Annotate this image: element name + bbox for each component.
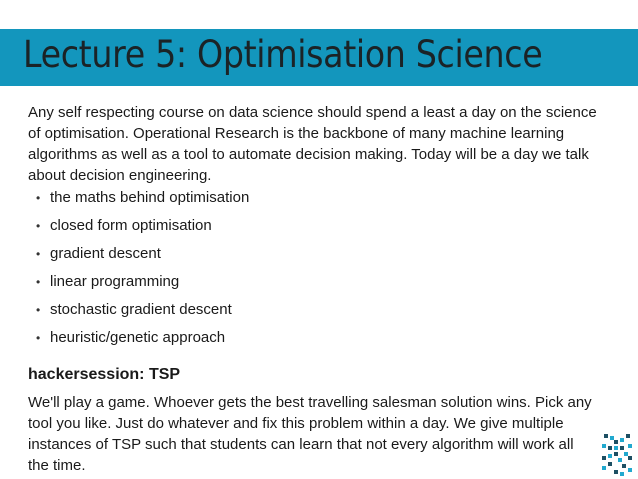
topic-item: • linear programming bbox=[36, 268, 249, 296]
intro-paragraph: Any self respecting course on data science should spend a least a day on the science of optimisation. Operational Research is the backbone of many machine learning algorithms as well as a tool to automate decision making. Today will be a day we talk about decision engineering. bbox=[28, 104, 597, 184]
title-bar bbox=[0, 29, 638, 86]
topic-item: • gradient descent bbox=[36, 240, 249, 268]
pixel-logo-icon bbox=[600, 432, 636, 476]
topic-item: • the maths behind optimisation bbox=[36, 184, 249, 212]
hackersession-heading: hackersession: TSP bbox=[28, 366, 181, 383]
hackersession-paragraph: We'll play a game. Whoever gets the best travelling salesman solution wins. Pick any tool you like. Just do whatever and fix this problem within a day. We give multiple instances of TSP such that students can learn that not every algorithm will work all the time. bbox=[28, 394, 592, 474]
topic-item: • stochastic gradient descent bbox=[36, 296, 249, 324]
topic-list bbox=[36, 184, 249, 352]
topic-item: • closed form optimisation bbox=[36, 212, 249, 240]
slide-title: Lecture 5: Optimisation Science bbox=[23, 33, 543, 76]
topic-item: • heuristic/genetic approach bbox=[36, 324, 249, 352]
